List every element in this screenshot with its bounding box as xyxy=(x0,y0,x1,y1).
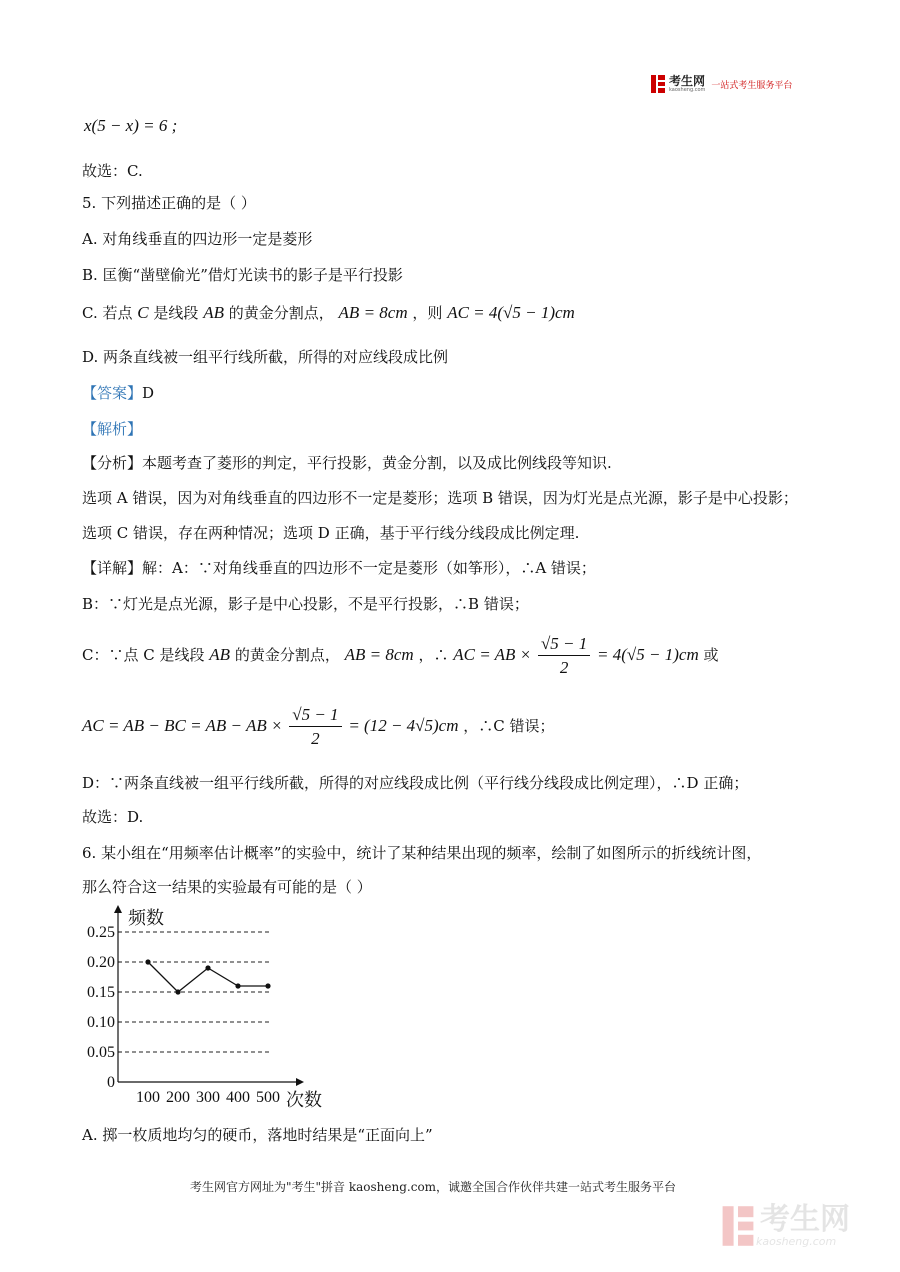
detail-c2-line xyxy=(82,705,555,749)
data-point xyxy=(145,959,150,964)
answer-tag: 【答案】 xyxy=(82,384,143,402)
detail-c2-tail: ，∴C 错误； xyxy=(463,717,555,735)
q5-option-c-eq2: AC = 4(√5 − 1)cm xyxy=(447,303,575,322)
detail-c-or: 或 xyxy=(703,646,719,664)
fraction-numerator: √5 − 1 xyxy=(538,634,590,656)
watermark xyxy=(720,1201,850,1248)
watermark-logo-icon xyxy=(720,1204,756,1248)
data-point xyxy=(175,989,180,994)
q6-option-a: A. 掷一枚质地均匀的硬币，落地时结果是“正面向上” xyxy=(82,1126,433,1144)
q6-stem-line-1: 6. 某小组在“用频率估计概率”的实验中，统计了某种结果出现的频率，绘制了如图所示的折线统计图， xyxy=(82,844,762,862)
q5-final-answer: 故选：D. xyxy=(82,808,144,826)
q5-answer xyxy=(82,382,154,403)
q6-stem-line-2: 那么符合这一结果的实验最有可能的是（ ） xyxy=(82,878,372,896)
y-tick-label: 0.05 xyxy=(87,1044,115,1061)
data-point xyxy=(235,983,240,988)
q5-stem: 5. 下列描述正确的是（ ） xyxy=(82,194,256,212)
equation-line: x(5 − x) = 6 ; xyxy=(84,116,178,135)
detail-c-therefore: ，∴ xyxy=(418,646,449,664)
fraction-denominator-2: 2 xyxy=(311,729,320,748)
footer-text: 考生网官方网址为"考生"拼音 kaosheng.com，诚邀全国合作伙伴共建一站式考生服务平台 xyxy=(190,1180,677,1194)
logo-name: 考生网 xyxy=(669,74,706,88)
y-tick-label: 0.10 xyxy=(87,1014,115,1031)
y-axis-label: 频数 xyxy=(128,908,164,928)
detail-c-eq1: AB = 8cm xyxy=(344,645,414,664)
y-tick-label: 0 xyxy=(107,1074,115,1091)
q5-option-c-eq1: AB = 8cm xyxy=(338,303,408,322)
detail-c-text2: 的黄金分割点， xyxy=(234,646,340,664)
kaosheng-logo-icon xyxy=(650,74,666,94)
y-tick-label: 0.25 xyxy=(87,924,115,941)
x-tick-label: 500 xyxy=(256,1089,280,1106)
q5-option-d: D. 两条直线被一组平行线所截，所得的对应线段成比例 xyxy=(82,348,449,366)
golden-ratio-fraction-2 xyxy=(289,705,341,749)
detail-c-eq2-left: AC = AB × xyxy=(453,645,532,664)
detail-c-line xyxy=(82,634,719,678)
q5-option-c-text3: 的黄金分割点， xyxy=(228,304,334,322)
logo-domain: kaosheng.com xyxy=(669,87,706,93)
fraction-numerator-2: √5 − 1 xyxy=(289,705,341,727)
analysis-line-2: 选项 A 错误，因为对角线垂直的四边形不一定是菱形；选项 B 错误，因为灯光是点光源，影子是中心投影； xyxy=(82,489,798,507)
detail-c-eq2-right: = 4(√5 − 1)cm xyxy=(597,645,699,664)
detail-c-text1: C：∵点 C 是线段 xyxy=(82,646,205,664)
detail-c2-right: = (12 − 4√5)cm xyxy=(348,716,459,735)
q5-option-c-text2: 是线段 xyxy=(153,304,199,322)
header-slogan: 一站式考生服务平台 xyxy=(711,80,793,91)
q5-option-a: A. 对角线垂直的四边形一定是菱形 xyxy=(82,230,313,248)
answer-value: D xyxy=(142,384,155,402)
q5-option-c-text4: ，则 xyxy=(412,304,443,322)
q5-option-c-text1: C. 若点 xyxy=(82,304,133,322)
fraction-denominator: 2 xyxy=(559,658,569,677)
x-tick-label: 200 xyxy=(166,1089,190,1106)
golden-ratio-fraction xyxy=(538,634,590,678)
y-tick-label: 0.20 xyxy=(87,954,115,971)
detail-d-line: D：∵两条直线被一组平行线所截，所得的对应线段成比例（平行线分线段成比例定理），∴D 正确； xyxy=(82,774,749,792)
analysis-line-3: 选项 C 错误，存在两种情况；选项 D 正确，基于平行线分线段成比例定理. xyxy=(82,524,580,542)
q5-option-c-point: C xyxy=(137,303,149,322)
q5-option-c xyxy=(82,302,575,323)
detail-c-segment: AB xyxy=(209,645,231,664)
header-logo xyxy=(650,74,792,94)
frequency-line-chart xyxy=(70,905,340,1110)
x-axis-arrow xyxy=(296,1078,304,1086)
analysis-line-1: 【分析】本题考查了菱形的判定，平行投影，黄金分割，以及成比例线段等知识. xyxy=(82,454,612,472)
watermark-domain: kaosheng.com xyxy=(756,1234,837,1248)
analysis-tag: 【解析】 xyxy=(82,420,143,438)
detail-line-1: 【详解】解：A：∵对角线垂直的四边形不一定是菱形（如筝形），∴A 错误； xyxy=(82,559,596,577)
y-axis-arrow xyxy=(114,905,122,913)
watermark-text: 考生网 xyxy=(760,1201,850,1237)
data-point xyxy=(265,983,270,988)
x-tick-label: 400 xyxy=(226,1089,250,1106)
q5-option-b: B. 匡衡“凿壁偷光”借灯光读书的影子是平行投影 xyxy=(82,266,403,284)
detail-c2-left: AC = AB − BC = AB − AB × xyxy=(82,716,283,735)
detail-line-2: B：∵灯光是点光源，影子是中心投影，不是平行投影，∴B 错误； xyxy=(82,595,529,613)
x-tick-label: 100 xyxy=(136,1089,160,1106)
x-tick-label: 300 xyxy=(196,1089,220,1106)
y-tick-label: 0.15 xyxy=(87,984,115,1001)
q5-option-c-segment: AB xyxy=(203,303,224,322)
x-axis-label: 次数 xyxy=(286,1090,322,1110)
data-point xyxy=(205,965,210,970)
q4-answer: 故选：C. xyxy=(82,162,143,180)
